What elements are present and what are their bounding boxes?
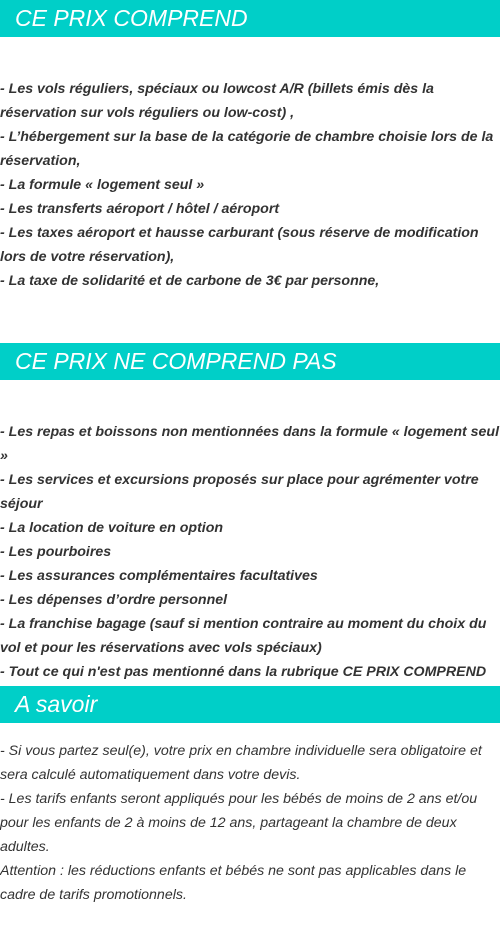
list-item: - La location de voiture en option	[0, 520, 224, 536]
list-item: - Les assurances complémentaires facultatives	[0, 568, 318, 584]
list-item: - Les pourboires	[0, 544, 112, 560]
section-title-includes: CE PRIX COMPREND	[0, 0, 500, 37]
list-item: - L’hébergement sur la base de la catégorie de chambre choisie lors de la réservation,	[0, 129, 494, 169]
list-item: - Les repas et boissons non mentionnées dans la formule « logement seul »	[0, 424, 500, 464]
list-item: - Les tarifs enfants seront appliqués pour les bébés de moins de 2 ans et/ou pour les enfants de 2 à moins de 12 ans, partageant la chambre de deux adultes.	[0, 791, 478, 855]
list-item: - Les taxes aéroport et hausse carburant (sous réserve de modification lors de votre réservation),	[0, 225, 479, 265]
list-item: - Si vous partez seul(e), votre prix en chambre individuelle sera obligatoire et sera calculé automatiquement dans votre devis.	[0, 743, 482, 783]
know-list	[0, 739, 500, 907]
section-title-excludes: CE PRIX NE COMPREND PAS	[0, 343, 500, 380]
list-item: - Tout ce qui n'est pas mentionné dans la rubrique CE PRIX COMPREND	[0, 664, 487, 680]
includes-list	[0, 77, 500, 293]
list-item: - La formule « logement seul »	[0, 177, 205, 193]
section-title-know: A savoir	[0, 686, 500, 723]
list-item: - Les vols réguliers, spéciaux ou lowcost A/R (billets émis dès la réservation sur vols réguliers ou low-cost) ,	[0, 81, 434, 121]
list-item: - La taxe de solidarité et de carbone de 3€ par personne,	[0, 273, 380, 289]
list-item: - Les services et excursions proposés sur place pour agrémenter votre séjour	[0, 472, 479, 512]
list-item: - Les dépenses d’ordre personnel	[0, 592, 228, 608]
excludes-list	[0, 420, 500, 684]
list-item: - Les transferts aéroport / hôtel / aéroport	[0, 201, 280, 217]
list-item: Attention : les réductions enfants et bébés ne sont pas applicables dans le cadre de tarifs promotionnels.	[0, 863, 467, 903]
list-item: - La franchise bagage (sauf si mention contraire au moment du choix du vol et pour les réservations avec vols spéciaux)	[0, 616, 487, 656]
